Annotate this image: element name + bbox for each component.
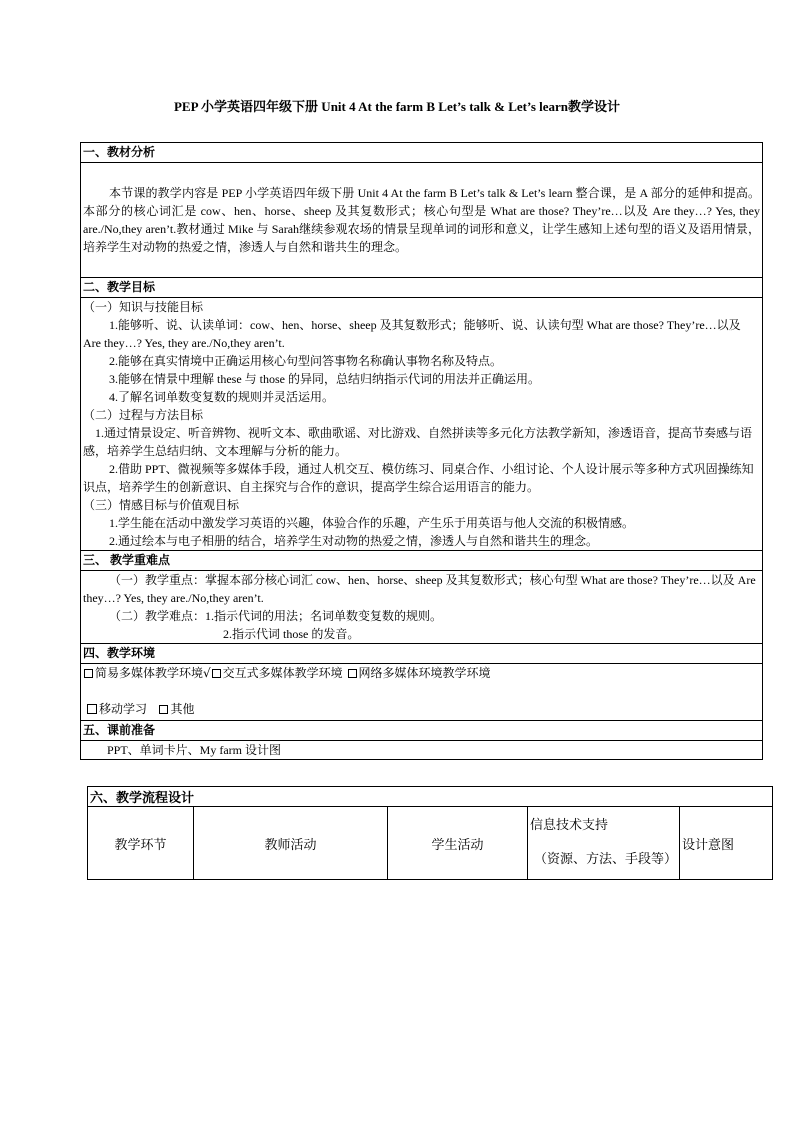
keypoints-cell	[81, 571, 763, 644]
column-header-it-support	[528, 807, 680, 880]
checkbox-icon[interactable]	[87, 704, 97, 714]
goal-4: 4.了解名词单数变复数的规则并灵活运用。	[109, 390, 335, 404]
column-header-teacher: 教师活动	[194, 807, 388, 880]
column-header-stage: 教学环节	[88, 807, 194, 880]
environment-cell	[81, 664, 763, 721]
prep-heading: 五、课前准备	[81, 721, 763, 741]
checkmark-icon: √	[203, 666, 211, 680]
env-option-simple: 简易多媒体教学环境	[95, 666, 204, 680]
checkbox-icon[interactable]	[348, 669, 357, 678]
emotion-goal-1: 1.学生能在活动中激发学习英语的兴趣，体验合作的乐趣，产生乐于用英语与他人交流的积极情感。	[109, 516, 635, 530]
goals-heading: 二、教学目标	[81, 278, 763, 298]
process-goal-2: 2.借助 PPT、微视频等多媒体手段，通过人机交互、模仿练习、同桌合作、小组讨论、个人设计展示等多种方式巩固操练知识点，培养学生的创新意识、自主探究与合作的意识，提高学生综合运用语言的能力。	[83, 462, 754, 494]
analysis-heading: 一、教材分析	[81, 143, 763, 163]
goals-sub3: （三）情感目标与价值观目标	[83, 498, 240, 512]
emotion-goal-2: 2.通过绘本与电子相册的结合，培养学生对动物的热爱之情，渗透人与自然和谐共生的理念。	[109, 534, 599, 548]
goals-sub1: （一）知识与技能目标	[83, 300, 204, 314]
goal-1: 1.能够听、说、认读单词：cow、hen、horse、sheep 及其复数形式；能够听、说、认读句型 What are those? They’re…以及 Are they…? Yes, they are./No,they aren’t.	[83, 318, 741, 350]
key-focus: （一）教学重点：掌握本部分核心词汇 cow、hen、horse、sheep 及其复数形式；核心句型 What are those? They’re…以及 Are they…? Yes, they are./No,they aren’t.	[83, 573, 756, 605]
it-support-note: （资源、方法、手段等）	[534, 852, 678, 867]
prep-text: PPT、单词卡片、My farm 设计图	[107, 743, 282, 757]
flow-table	[87, 786, 773, 880]
goals-sub2: （二）过程与方法目标	[83, 408, 204, 422]
checkbox-icon[interactable]	[159, 705, 168, 714]
env-option-other: 其他	[170, 702, 195, 716]
goal-3: 3.能够在情景中理解 these 与 those 的异同，总结归纳指示代词的用法并正确运用。	[109, 372, 540, 386]
key-difficulty-1: （二）教学难点：1.指示代词的用法；名词单数变复数的规则。	[109, 609, 443, 623]
goal-2: 2.能够在真实情境中正确运用核心句型问答事物名称确认事物名称及特点。	[109, 354, 503, 368]
goals-cell	[81, 298, 763, 551]
env-option-mobile: 移动学习	[99, 702, 148, 716]
document-title: PEP 小学英语四年级下册 Unit 4 At the farm B Let’s talk & Let’s learn教学设计	[173, 99, 621, 114]
env-option-network: 网络多媒体环境教学环境	[358, 666, 491, 680]
flow-heading: 六、教学流程设计	[88, 787, 773, 807]
key-difficulty-2: 2.指示代词 those 的发音。	[223, 627, 360, 641]
analysis-cell	[81, 163, 763, 278]
checkbox-icon[interactable]	[212, 669, 221, 678]
checkbox-icon[interactable]	[84, 669, 93, 678]
process-goal-1: 1.通过情景设定、听音辨物、视听文本、歌曲歌谣、对比游戏、自然拼读等多元化方法教学新知，渗透语音，提高节奏感与语感，培养学生总结归纳、文本理解与分析的能力。	[83, 426, 753, 458]
prep-cell	[81, 741, 763, 760]
it-support-label: 信息技术支持	[530, 818, 609, 833]
analysis-text: 本节课的教学内容是 PEP 小学英语四年级下册 Unit 4 At the farm B Let’s talk & Let’s learn 整合课，是 A 部分的延伸和提高。本部分的核心词汇是 cow、hen、horse、sheep 及其复数形式；核心句型是 What are those? They’re…以及 Are they…? Yes, they are./No,they aren’t.教材通过 Mike 与 Sarah继续参观农场的情景呈现单词的词形和意义，让学生感知上述句型的语义及语用情景，培养学生对动物的热爱之情，渗透人与自然和谐共生的理念。	[83, 186, 760, 254]
env-option-interactive: 交互式多媒体教学环境	[222, 666, 343, 680]
lesson-plan-table	[80, 142, 763, 760]
keypoints-heading: 三、 教学重难点	[81, 551, 763, 571]
environment-heading: 四、教学环境	[81, 644, 763, 664]
column-header-student: 学生活动	[388, 807, 528, 880]
column-header-intent: 设计意图	[680, 807, 773, 880]
